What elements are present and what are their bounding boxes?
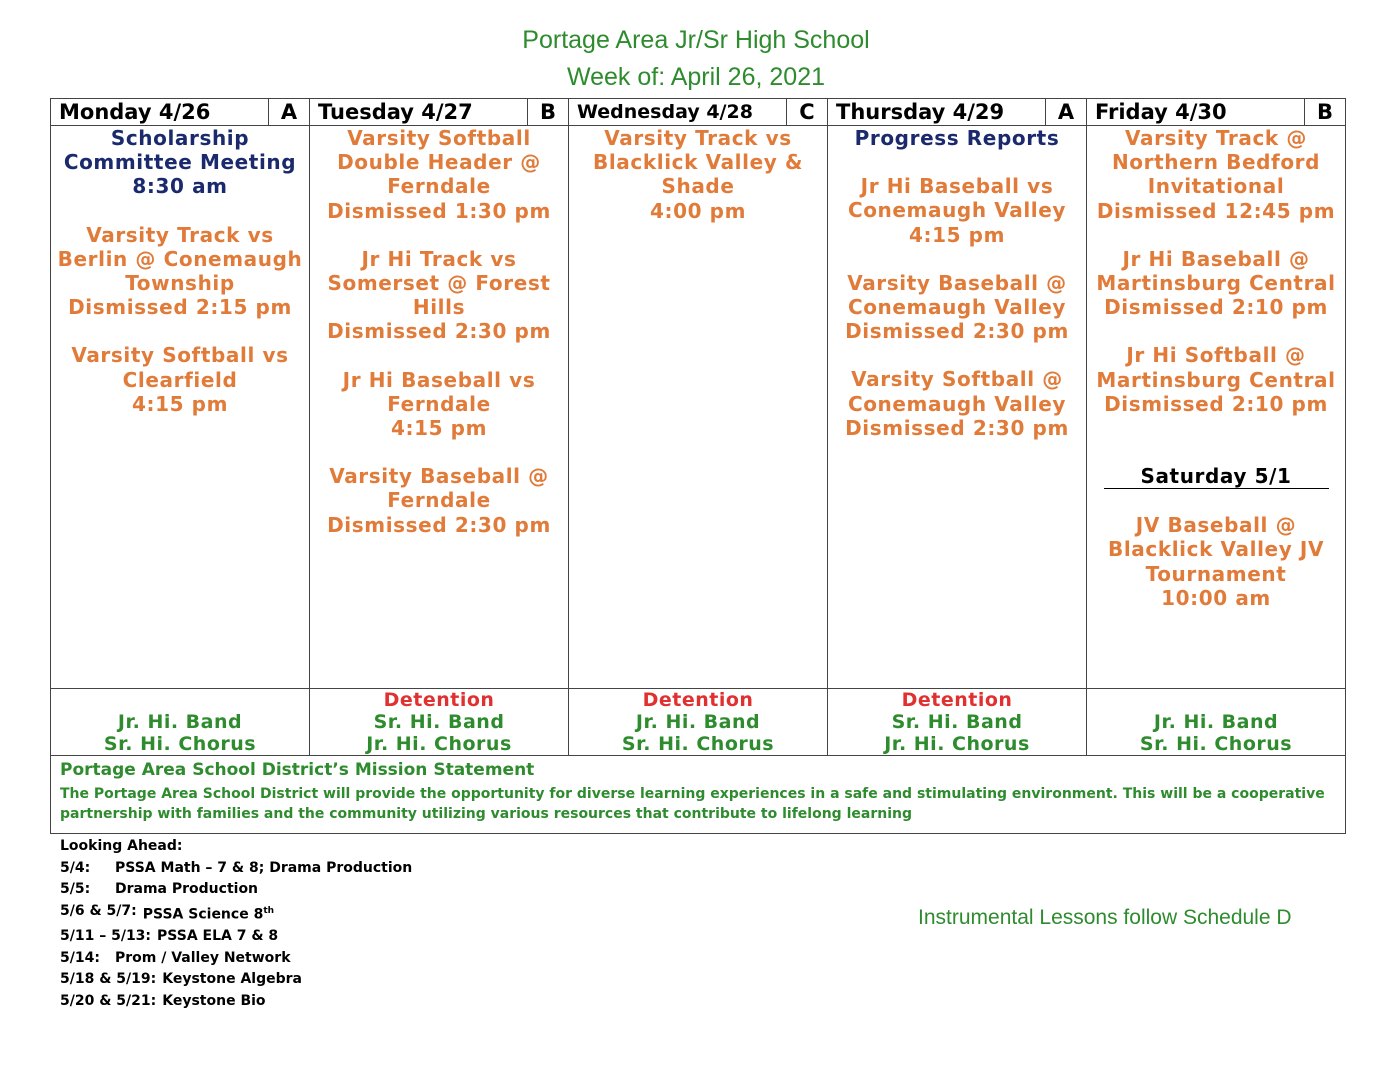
day-header-row: [51, 99, 1346, 126]
event-line: Dismissed 2:30 pm: [327, 319, 551, 344]
scholarship-meeting: [51, 126, 309, 199]
event-block: [1087, 247, 1345, 320]
saturday-event: [1087, 513, 1345, 610]
music-line: Jr. Hi. Chorus: [366, 733, 512, 755]
event-line: Dismissed 2:30 pm: [327, 512, 551, 537]
item-event-wrap: [143, 901, 274, 926]
detention-label: [1087, 689, 1345, 711]
item-date: 5/4:: [60, 859, 91, 876]
item-date: 5/6 & 5/7:: [60, 902, 137, 919]
event-block: [1087, 343, 1345, 416]
week-title: Week of: April 26, 2021: [566, 63, 826, 91]
item-date: 5/18 & 5/19:: [60, 971, 157, 988]
music-line: Sr. Hi. Band: [891, 711, 1023, 733]
music-line: Sr. Hi. Chorus: [1139, 733, 1293, 755]
item-event: Drama Production: [115, 881, 259, 898]
tuesday-events: [310, 126, 569, 689]
event-line: Jr Hi Baseball @: [1122, 246, 1310, 271]
event-line: Conemaugh Valley: [847, 295, 1067, 320]
wednesday-music: [569, 689, 828, 756]
event-line: 4:15 pm: [131, 391, 229, 416]
list-item: [60, 969, 412, 991]
event-line: Dismissed 2:15 pm: [68, 295, 292, 320]
list-item: [60, 991, 412, 1013]
event-line: Varsity Track vs: [86, 222, 274, 247]
saturday-header: Saturday 5/1: [1104, 464, 1329, 489]
music-line: Jr. Hi. Band: [117, 711, 243, 733]
item-event: PSSA Math – 7 & 8; Drama Production: [115, 859, 413, 876]
music-row: [51, 689, 1346, 756]
event-block: [310, 126, 568, 223]
day-letter-thursday: A: [1046, 99, 1087, 126]
day-header-monday: Monday 4/26: [51, 99, 269, 126]
event-line: 4:15 pm: [390, 416, 488, 441]
event-block: [310, 368, 568, 441]
event-line: Shade: [661, 174, 735, 199]
event-line: Martinsburg Central: [1096, 271, 1336, 296]
event-line: Varsity Softball vs: [71, 343, 289, 368]
event-line: Berlin @ Conemaugh: [57, 246, 303, 271]
day-letter-wednesday: C: [787, 99, 828, 126]
event-line: Dismissed 2:10 pm: [1104, 391, 1328, 416]
thursday-events: [828, 126, 1087, 689]
event-line: Varsity Baseball @: [329, 464, 549, 489]
day-header-thursday: Thursday 4/29: [828, 99, 1046, 126]
music-line: Sr. Hi. Band: [373, 711, 505, 733]
list-item: [60, 926, 412, 948]
item-date: 5/5:: [60, 881, 91, 898]
event-block: [51, 223, 309, 320]
event-line: Conemaugh Valley: [847, 391, 1067, 416]
item-event: Prom / Valley Network: [115, 949, 291, 966]
event-line: Somerset @ Forest: [327, 271, 551, 296]
event-block: [569, 126, 827, 223]
list-item: [60, 901, 412, 926]
mission-title: Portage Area School District’s Mission Statement: [60, 760, 535, 780]
event-line: Hills: [412, 295, 466, 320]
event-line: Conemaugh Valley: [847, 198, 1067, 223]
event-line: Double Header @: [337, 150, 541, 175]
detention-label: Detention: [901, 689, 1013, 711]
looking-ahead: [60, 836, 412, 1012]
event-block: [51, 343, 309, 416]
event-line: 4:00 pm: [649, 198, 747, 223]
monday-events: [51, 126, 310, 689]
event-line: Jr Hi Baseball vs: [860, 174, 1054, 199]
item-event: PSSA Science 8: [142, 906, 264, 923]
detention-label: Detention: [642, 689, 754, 711]
event-line: Ferndale: [387, 391, 491, 416]
item-date: 5/20 & 5/21:: [60, 992, 157, 1009]
event-line: Blacklick Valley JV: [1107, 537, 1325, 562]
day-header-friday: Friday 4/30: [1087, 99, 1305, 126]
event-line: Varsity Track vs: [604, 126, 792, 150]
event-line: Committee Meeting: [63, 150, 297, 175]
detention-label: Detention: [383, 689, 495, 711]
day-header-tuesday: Tuesday 4/27: [310, 99, 528, 126]
event-line: Tournament: [1145, 561, 1287, 586]
event-line: Dismissed 2:30 pm: [845, 415, 1069, 440]
detention-label: [51, 689, 309, 711]
music-line: Jr. Hi. Band: [635, 711, 761, 733]
music-line: Jr. Hi. Band: [1153, 711, 1279, 733]
event-line: Jr Hi Baseball vs: [342, 367, 536, 392]
item-event: PSSA ELA 7 & 8: [157, 928, 279, 945]
mission-statement: [51, 756, 1346, 834]
progress-reports: Progress Reports: [854, 126, 1060, 150]
event-line: JV Baseball @: [1135, 513, 1297, 538]
event-block: [828, 367, 1086, 440]
friday-events: [1087, 126, 1346, 689]
item-date: 5/11 – 5/13:: [60, 928, 152, 945]
monday-music: [51, 689, 310, 756]
event-line: Varsity Softball: [347, 126, 531, 150]
item-event: Keystone Algebra: [162, 971, 302, 988]
list-item: [60, 879, 412, 901]
item-date: 5/14:: [60, 949, 100, 966]
day-letter-friday: B: [1305, 99, 1346, 126]
event-line: Dismissed 1:30 pm: [327, 198, 551, 223]
mission-row: [51, 756, 1346, 834]
event-block: [310, 464, 568, 537]
event-line: 10:00 am: [1161, 585, 1271, 610]
event-line: Township: [125, 271, 235, 296]
item-sup: th: [263, 905, 275, 916]
event-line: Dismissed 2:10 pm: [1104, 295, 1328, 320]
events-row: [51, 126, 1346, 689]
event-line: Scholarship: [110, 126, 250, 150]
event-block: [310, 247, 568, 344]
event-block: [1087, 126, 1345, 223]
event-line: 8:30 am: [132, 174, 228, 199]
music-line: Sr. Hi. Chorus: [621, 733, 775, 755]
weekly-schedule-table: [50, 98, 1346, 834]
event-line: Blacklick Valley &: [593, 150, 803, 175]
event-block: [828, 174, 1086, 247]
item-event: Keystone Bio: [162, 992, 266, 1009]
thursday-music: [828, 689, 1087, 756]
event-line: Dismissed 2:30 pm: [845, 319, 1069, 344]
event-line: Jr Hi Track vs: [361, 246, 517, 271]
event-line: Martinsburg Central: [1096, 367, 1336, 392]
event-line: Jr Hi Softball @: [1126, 343, 1306, 368]
instrumental-lessons-note: Instrumental Lessons follow Schedule D: [918, 906, 1292, 929]
day-letter-tuesday: B: [528, 99, 569, 126]
event-line: Varsity Track @: [1125, 126, 1307, 150]
event-line: Dismissed 12:45 pm: [1096, 198, 1336, 223]
event-line: Northern Bedford: [1111, 150, 1321, 175]
event-line: 4:15 pm: [908, 222, 1006, 247]
event-line: Invitational: [1147, 174, 1285, 199]
event-line: Clearfield: [122, 367, 238, 392]
wednesday-events: [569, 126, 828, 689]
event-block: [828, 271, 1086, 344]
looking-ahead-title: Looking Ahead:: [60, 838, 183, 854]
mission-text: The Portage Area School District will provide the opportunity for diverse learning experiences in a safe and stimulating environment. This will be a cooperative partnership with families and the community utilizing various resources that contribute to lifelong learning: [60, 786, 1325, 822]
list-item: [60, 948, 412, 970]
event-line: Ferndale: [387, 174, 491, 199]
day-header-wednesday: Wednesday 4/28: [569, 99, 787, 126]
music-line: Sr. Hi. Chorus: [103, 733, 257, 755]
day-letter-monday: A: [269, 99, 310, 126]
list-item: [60, 858, 412, 880]
tuesday-music: [310, 689, 569, 756]
school-title: Portage Area Jr/Sr High School: [522, 26, 870, 54]
event-line: Varsity Softball @: [851, 367, 1063, 392]
friday-music: [1087, 689, 1346, 756]
event-line: Ferndale: [387, 488, 491, 513]
event-line: Varsity Baseball @: [847, 270, 1067, 295]
music-line: Jr. Hi. Chorus: [884, 733, 1030, 755]
